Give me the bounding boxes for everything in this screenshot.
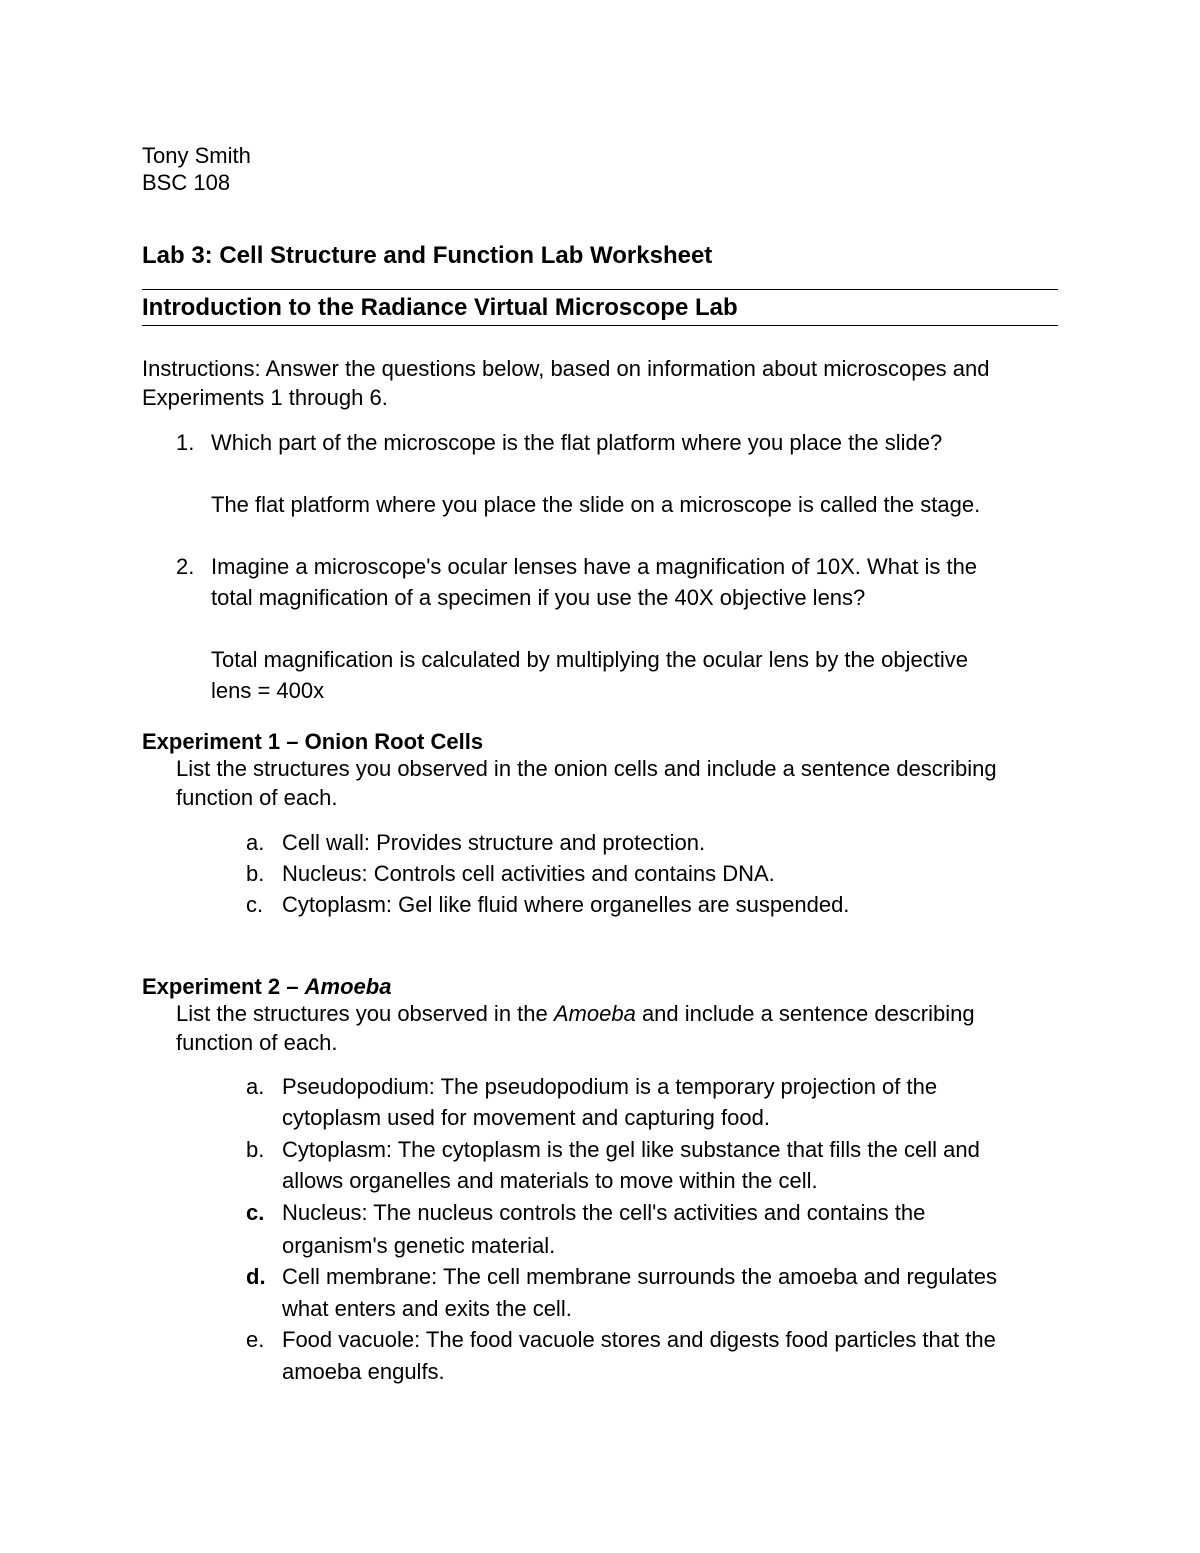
- experiment-2-item-b-line-2: allows organelles and materials to move within the cell.: [282, 1168, 818, 1193]
- student-name: Tony Smith: [142, 143, 251, 168]
- experiment-1-item-c: Cytoplasm: Gel like fluid where organelles are suspended.: [282, 892, 850, 917]
- experiment-2-item-d-label: d.: [246, 1264, 266, 1289]
- course-code: BSC 108: [142, 170, 231, 195]
- experiment-1-item-a-label: a.: [246, 830, 265, 855]
- experiment-2-item-c-line-2: organism's genetic material.: [282, 1233, 556, 1258]
- experiment-2-item-c-line-1: Nucleus: The nucleus controls the cell's activities and contains the: [282, 1200, 926, 1225]
- experiment-2-item-d-line-2: what enters and exits the cell.: [282, 1296, 572, 1321]
- experiment-2-item-a-label: a.: [246, 1074, 265, 1099]
- experiment-2-prompt-organism: Amoeba: [553, 1001, 636, 1026]
- subtitle-rule: [142, 325, 1058, 326]
- instructions-line-2: Experiments 1 through 6.: [142, 385, 388, 410]
- experiment-2-prompt-post: and include a sentence describing: [635, 1001, 975, 1026]
- question-1-text: Which part of the microscope is the flat platform where you place the slide?: [211, 430, 943, 455]
- experiment-1-prompt-line-2: function of each.: [176, 785, 338, 810]
- experiment-2-item-d-line-1: Cell membrane: The cell membrane surrounds the amoeba and regulates: [282, 1264, 997, 1289]
- question-2-answer-line-1: Total magnification is calculated by multiplying the ocular lens by the objective: [211, 647, 968, 672]
- experiment-2-prompt-line-2: function of each.: [176, 1030, 338, 1055]
- experiment-2-item-b-line-1: Cytoplasm: The cytoplasm is the gel like substance that fills the cell and: [282, 1137, 980, 1162]
- experiment-2-item-c-label: c.: [246, 1200, 265, 1225]
- experiment-2-item-b-label: b.: [246, 1137, 265, 1162]
- experiment-1-heading: Experiment 1 – Onion Root Cells: [142, 729, 484, 754]
- question-2-number: 2.: [176, 554, 195, 579]
- experiment-2-item-e-line-1: Food vacuole: The food vacuole stores and digests food particles that the: [282, 1327, 996, 1352]
- experiment-1-prompt-line-1: List the structures you observed in the onion cells and include a sentence describing: [176, 756, 997, 781]
- question-2-text-line-2: total magnification of a specimen if you use the 40X objective lens?: [211, 585, 866, 610]
- experiment-1-item-a: Cell wall: Provides structure and protection.: [282, 830, 706, 855]
- experiment-2-item-a-line-2: cytoplasm used for movement and capturing food.: [282, 1105, 770, 1130]
- experiment-1-item-b: Nucleus: Controls cell activities and contains DNA.: [282, 861, 775, 886]
- experiment-2-prompt-pre: List the structures you observed in the: [176, 1001, 554, 1026]
- experiment-2-item-a-line-1: Pseudopodium: The pseudopodium is a temporary projection of the: [282, 1074, 938, 1099]
- instructions-line-1: Instructions: Answer the questions below, based on information about microscopes and: [142, 356, 990, 381]
- question-2-text-line-1: Imagine a microscope's ocular lenses have a magnification of 10X. What is the: [211, 554, 978, 579]
- experiment-2-heading-prefix: Experiment 2 –: [142, 974, 305, 999]
- experiment-1-item-b-label: b.: [246, 861, 265, 886]
- title-rule: [142, 289, 1058, 290]
- experiment-2-item-e-label: e.: [246, 1327, 265, 1352]
- experiment-2-prompt-line-1: [176, 999, 975, 1029]
- experiment-2-item-e-line-2: amoeba engulfs.: [282, 1359, 445, 1384]
- page-title: Lab 3: Cell Structure and Function Lab Worksheet: [142, 242, 713, 269]
- experiment-1-item-c-label: c.: [246, 892, 264, 917]
- question-1-answer: The flat platform where you place the slide on a microscope is called the stage.: [211, 492, 981, 517]
- question-2-answer-line-2: lens = 400x: [211, 678, 325, 703]
- question-1-number: 1.: [176, 430, 195, 455]
- experiment-2-heading: [142, 972, 391, 1002]
- experiment-2-heading-organism: Amoeba: [304, 974, 392, 999]
- page-subtitle: Introduction to the Radiance Virtual Microscope Lab: [142, 294, 738, 321]
